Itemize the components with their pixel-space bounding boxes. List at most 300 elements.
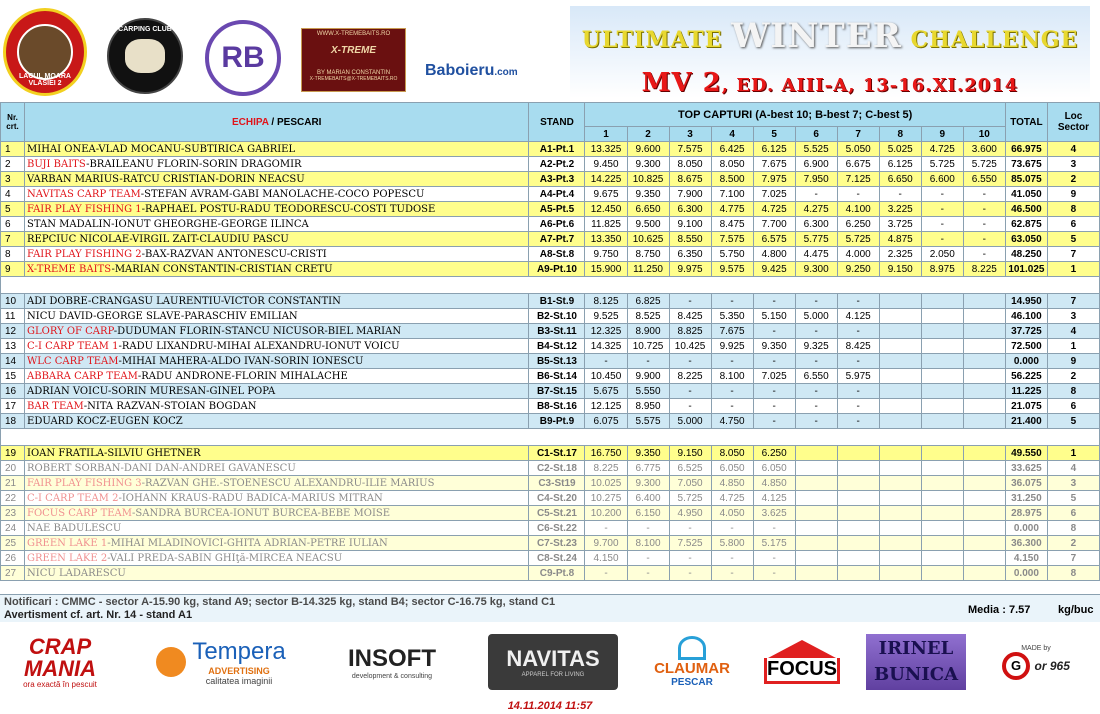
- total-cell: 0.000: [1005, 521, 1047, 536]
- table-row: [1, 309, 1100, 324]
- event-subtitle: [570, 68, 1090, 98]
- row-number: 14: [1, 354, 25, 369]
- claumar-logo: [642, 634, 742, 690]
- catch-cell: -: [711, 566, 753, 581]
- team-members: -STEFAN AVRAM-GABI MANOLACHE-COCO POPESCU: [140, 188, 425, 200]
- team-cell: [25, 232, 529, 247]
- table-row: [1, 536, 1100, 551]
- team-members: NICU DAVID-GEORGE SLAVE-PARASCHIV EMILIAN: [27, 310, 298, 322]
- catch-cell: 4.725: [711, 491, 753, 506]
- catch-cell: 8.100: [627, 536, 669, 551]
- total-cell: 41.050: [1005, 187, 1047, 202]
- team-members: -RAZVAN GHE.-STOENESCU ALEXANDRU-ILIE MARIUS: [141, 477, 435, 489]
- s1-sub: ora exactă în pescuit: [23, 679, 97, 689]
- catch-cell: 8.975: [921, 262, 963, 277]
- table-row: [1, 369, 1100, 384]
- catch-cell: -: [795, 414, 837, 429]
- stand-cell: C9-Pt.8: [529, 566, 585, 581]
- row-number: 15: [1, 369, 25, 384]
- gor-circle-icon: G: [1002, 652, 1030, 680]
- catch-cell: 10.025: [585, 476, 627, 491]
- logo4-by: BY MARIAN CONSTANTIN: [316, 70, 391, 76]
- catch-cell: -: [753, 324, 795, 339]
- s8-name: or 965: [1034, 658, 1070, 673]
- catch-cell: [879, 521, 921, 536]
- table-row: [1, 232, 1100, 247]
- team-brand: BAR TEAM: [27, 400, 84, 412]
- catch-cell: 6.550: [963, 172, 1005, 187]
- separator-cell: [1, 277, 1100, 294]
- row-number: 6: [1, 217, 25, 232]
- catch-cell: -: [669, 566, 711, 581]
- catch-cell: 4.125: [837, 309, 879, 324]
- catch-cell: 9.600: [627, 142, 669, 157]
- table-row: [1, 461, 1100, 476]
- team-cell: [25, 309, 529, 324]
- col-pescari-label: PESCARI: [277, 116, 322, 128]
- s3-name: INSOFT: [348, 644, 436, 672]
- loc-sector-cell: 6: [1047, 217, 1099, 232]
- catch-cell: [795, 461, 837, 476]
- catch-cell: -: [627, 566, 669, 581]
- total-cell: 0.000: [1005, 566, 1047, 581]
- catch-cell: 6.900: [795, 157, 837, 172]
- catch-cell: 7.525: [669, 536, 711, 551]
- stand-cell: B3-St.11: [529, 324, 585, 339]
- table-row: [1, 566, 1100, 581]
- catch-cell: 6.050: [711, 461, 753, 476]
- col-top-capturi: TOP CAPTURI (A-best 10; B-best 7; C-best 5): [585, 103, 1005, 127]
- team-cell: [25, 566, 529, 581]
- team-members: MIHAI ONEA-VLAD MOCANU-SUBTIRICA GABRIEL: [27, 143, 296, 155]
- catch-cell: 9.675: [585, 187, 627, 202]
- total-cell: 73.675: [1005, 157, 1047, 172]
- catch-cell: 6.250: [837, 217, 879, 232]
- total-cell: 21.400: [1005, 414, 1047, 429]
- rb-logo: [205, 20, 281, 96]
- catch-cell: [879, 384, 921, 399]
- team-cell: [25, 506, 529, 521]
- table-row: [1, 294, 1100, 309]
- catch-cell: [921, 551, 963, 566]
- s8-made: MADE by: [1021, 644, 1051, 652]
- catch-cell: [921, 521, 963, 536]
- catch-cell: 12.325: [585, 324, 627, 339]
- team-members: -RADU ANDRONE-FLORIN MIHALACHE: [137, 370, 348, 382]
- row-number: 3: [1, 172, 25, 187]
- catch-cell: -: [837, 399, 879, 414]
- loc-sector-cell: 8: [1047, 521, 1099, 536]
- catch-cell: [921, 446, 963, 461]
- catch-cell: 8.425: [837, 339, 879, 354]
- catch-cell: 9.350: [753, 339, 795, 354]
- catch-cell: [837, 476, 879, 491]
- catch-cell: 5.750: [711, 247, 753, 262]
- catch-cell: [879, 476, 921, 491]
- catch-cell: [879, 461, 921, 476]
- catch-cell: [879, 446, 921, 461]
- col-catch-4: 4: [711, 127, 753, 142]
- catch-cell: 11.250: [627, 262, 669, 277]
- team-brand: GLORY OF CARP: [27, 325, 114, 337]
- catch-cell: 4.275: [795, 202, 837, 217]
- notification-text: Notificari : CMMC - sector A-15.90 kg, stand A9; sector B-14.325 kg, stand B4; sector C-16.75 kg, stand C1: [4, 596, 556, 608]
- catch-cell: 4.800: [753, 247, 795, 262]
- table-row: [1, 354, 1100, 369]
- catch-cell: 5.800: [711, 536, 753, 551]
- timestamp: 14.11.2014 11:57: [507, 700, 593, 712]
- catch-cell: 13.325: [585, 142, 627, 157]
- team-brand: NAVITAS CARP TEAM: [27, 188, 141, 200]
- stand-cell: A5-Pt.5: [529, 202, 585, 217]
- catch-cell: [879, 551, 921, 566]
- catch-cell: -: [921, 232, 963, 247]
- catch-cell: 5.000: [795, 309, 837, 324]
- loc-sector-cell: 7: [1047, 294, 1099, 309]
- loc-sector-cell: 5: [1047, 414, 1099, 429]
- col-echipa-label: ECHIPA: [231, 116, 269, 128]
- sector-separator: [1, 429, 1100, 446]
- catch-cell: [795, 521, 837, 536]
- team-members: -MIHAI MLADINOVICI-GHITA ADRIAN-PETRE IULIAN: [107, 537, 388, 549]
- average-unit: kg/buc: [1058, 604, 1094, 616]
- catch-cell: 5.150: [753, 309, 795, 324]
- row-number: 1: [1, 142, 25, 157]
- warning-text: Avertisment cf. art. Nr. 14 - stand A1: [4, 609, 193, 621]
- col-catch-6: 6: [795, 127, 837, 142]
- stand-cell: B1-St.9: [529, 294, 585, 309]
- loc-sector-cell: 9: [1047, 187, 1099, 202]
- catch-cell: -: [921, 217, 963, 232]
- catch-cell: [921, 399, 963, 414]
- catch-cell: 4.850: [711, 476, 753, 491]
- catch-cell: -: [795, 354, 837, 369]
- catch-cell: 5.725: [669, 491, 711, 506]
- col-catch-9: 9: [921, 127, 963, 142]
- team-cell: [25, 491, 529, 506]
- team-cell: [25, 172, 529, 187]
- col-catch-10: 10: [963, 127, 1005, 142]
- stand-cell: B5-St.13: [529, 354, 585, 369]
- catch-cell: 6.300: [795, 217, 837, 232]
- catch-cell: 6.350: [669, 247, 711, 262]
- catch-cell: 9.925: [711, 339, 753, 354]
- catch-cell: 7.025: [753, 187, 795, 202]
- catch-cell: [921, 309, 963, 324]
- catch-cell: 6.150: [627, 506, 669, 521]
- catch-cell: 10.625: [627, 232, 669, 247]
- catch-cell: -: [669, 384, 711, 399]
- row-number: 22: [1, 491, 25, 506]
- stand-cell: A1-Pt.1: [529, 142, 585, 157]
- catch-cell: 7.100: [711, 187, 753, 202]
- xtreme-baits-logo: [301, 28, 406, 92]
- catch-cell: 4.950: [669, 506, 711, 521]
- team-cell: [25, 262, 529, 277]
- header-row: [1, 103, 1100, 127]
- table-row: [1, 172, 1100, 187]
- total-cell: 33.625: [1005, 461, 1047, 476]
- catch-cell: -: [711, 399, 753, 414]
- catch-cell: -: [627, 551, 669, 566]
- catch-cell: 6.550: [795, 369, 837, 384]
- total-cell: 62.875: [1005, 217, 1047, 232]
- loc-sector-cell: 4: [1047, 142, 1099, 157]
- catch-cell: [963, 491, 1005, 506]
- col-catch-5: 5: [753, 127, 795, 142]
- team-members: -BRAILEANU FLORIN-SORIN DRAGOMIR: [86, 158, 302, 170]
- stand-cell: A8-St.8: [529, 247, 585, 262]
- team-cell: [25, 551, 529, 566]
- catch-cell: [795, 491, 837, 506]
- catch-cell: [963, 506, 1005, 521]
- s5-name: CLAUMAR: [654, 660, 730, 677]
- table-row: [1, 262, 1100, 277]
- catch-cell: 6.400: [627, 491, 669, 506]
- catch-cell: [837, 461, 879, 476]
- catch-cell: 6.525: [669, 461, 711, 476]
- s2-sub: calitatea imaginii: [205, 676, 273, 686]
- event-title: [570, 16, 1090, 56]
- catch-cell: 8.225: [585, 461, 627, 476]
- loc-sector-cell: 2: [1047, 536, 1099, 551]
- catch-cell: 9.350: [627, 446, 669, 461]
- total-cell: 0.000: [1005, 354, 1047, 369]
- catch-cell: 9.575: [711, 262, 753, 277]
- catch-cell: 9.750: [585, 247, 627, 262]
- catch-cell: 9.300: [795, 262, 837, 277]
- navitas-logo: [488, 634, 618, 690]
- catch-cell: 7.575: [711, 232, 753, 247]
- catch-cell: 4.850: [753, 476, 795, 491]
- catch-cell: 10.425: [669, 339, 711, 354]
- col-loc-sector: Loc Sector: [1047, 103, 1099, 142]
- catch-cell: -: [753, 294, 795, 309]
- catch-cell: 8.525: [627, 309, 669, 324]
- catch-cell: [963, 551, 1005, 566]
- stand-cell: C3-St19: [529, 476, 585, 491]
- lacul-moara-vlasiei-logo: [3, 8, 87, 96]
- team-members: -RAPHAEL POSTU-RADU TEODORESCU-COSTI TUDOSE: [141, 203, 436, 215]
- catch-cell: 4.775: [711, 202, 753, 217]
- s2-name: Tempera: [192, 638, 286, 665]
- catch-cell: 6.600: [921, 172, 963, 187]
- catch-cell: 5.975: [837, 369, 879, 384]
- catch-cell: 8.225: [669, 369, 711, 384]
- catch-cell: 4.725: [921, 142, 963, 157]
- table-row: [1, 506, 1100, 521]
- catch-cell: [921, 369, 963, 384]
- team-members: REPCIUC NICOLAE-VIRGIL ZAIT-CLAUDIU PASCU: [27, 233, 289, 245]
- total-cell: 46.100: [1005, 309, 1047, 324]
- catch-cell: 8.550: [669, 232, 711, 247]
- catch-cell: -: [795, 294, 837, 309]
- team-brand: GREEN LAKE 2: [27, 552, 108, 564]
- catch-cell: 3.225: [879, 202, 921, 217]
- catch-cell: 9.525: [585, 309, 627, 324]
- col-catch-7: 7: [837, 127, 879, 142]
- s3-sub: development & consulting: [351, 672, 433, 680]
- catch-cell: 4.150: [585, 551, 627, 566]
- team-cell: [25, 294, 529, 309]
- catch-cell: 5.725: [921, 157, 963, 172]
- catch-cell: 6.650: [879, 172, 921, 187]
- team-cell: [25, 446, 529, 461]
- table-row: [1, 446, 1100, 461]
- catch-cell: 5.725: [963, 157, 1005, 172]
- catch-cell: -: [711, 354, 753, 369]
- catch-cell: 4.750: [711, 414, 753, 429]
- team-brand: BUJI BAITS: [27, 158, 87, 170]
- catch-cell: [963, 339, 1005, 354]
- table-row: [1, 551, 1100, 566]
- results-body: [1, 142, 1100, 581]
- table-row: [1, 142, 1100, 157]
- irinel-bunica-logo: [866, 634, 966, 690]
- catch-cell: 6.825: [627, 294, 669, 309]
- catch-cell: 8.750: [627, 247, 669, 262]
- catch-cell: -: [963, 247, 1005, 262]
- row-number: 18: [1, 414, 25, 429]
- catch-cell: 5.350: [711, 309, 753, 324]
- col-nr: Nr. crt.: [1, 103, 25, 142]
- row-number: 16: [1, 384, 25, 399]
- catch-cell: [921, 566, 963, 581]
- insoft-logo: [320, 634, 464, 690]
- catch-cell: 7.125: [837, 172, 879, 187]
- team-brand: ABBARA CARP TEAM: [27, 370, 138, 382]
- total-cell: 21.075: [1005, 399, 1047, 414]
- catch-cell: [921, 536, 963, 551]
- stand-cell: B9-Pt.9: [529, 414, 585, 429]
- catch-cell: -: [753, 551, 795, 566]
- catch-cell: 6.125: [753, 142, 795, 157]
- stand-cell: B6-St.14: [529, 369, 585, 384]
- catch-cell: 4.125: [753, 491, 795, 506]
- catch-cell: 9.700: [585, 536, 627, 551]
- catch-cell: 6.575: [753, 232, 795, 247]
- s5-sub: PESCAR: [671, 677, 713, 688]
- catch-cell: [879, 566, 921, 581]
- team-cell: [25, 157, 529, 172]
- catch-cell: -: [711, 521, 753, 536]
- loc-sector-cell: 1: [1047, 339, 1099, 354]
- team-members: ROBERT SORBAN-DANI DAN-ANDREI GAVANESCU: [27, 462, 296, 474]
- table-row: [1, 217, 1100, 232]
- catch-cell: 7.675: [753, 157, 795, 172]
- catch-cell: 7.025: [753, 369, 795, 384]
- team-brand: WLC CARP TEAM: [27, 355, 119, 367]
- catch-cell: 10.275: [585, 491, 627, 506]
- total-cell: 101.025: [1005, 262, 1047, 277]
- team-cell: [25, 476, 529, 491]
- catch-cell: 12.450: [585, 202, 627, 217]
- catch-cell: 5.175: [753, 536, 795, 551]
- team-members: NICU LADARESCU: [27, 567, 126, 579]
- stand-cell: A7-Pt.7: [529, 232, 585, 247]
- row-number: 11: [1, 309, 25, 324]
- catch-cell: [795, 446, 837, 461]
- catch-cell: 9.350: [627, 187, 669, 202]
- catch-cell: -: [963, 187, 1005, 202]
- catch-cell: -: [753, 521, 795, 536]
- carping-club-logo: [107, 18, 183, 94]
- total-cell: 56.225: [1005, 369, 1047, 384]
- row-number: 23: [1, 506, 25, 521]
- table-row: [1, 491, 1100, 506]
- team-members: -VALI PREDA-SABIN GHIţă-MIRCEA NEACSU: [107, 552, 343, 564]
- table-row: [1, 324, 1100, 339]
- catch-cell: -: [585, 354, 627, 369]
- catch-cell: -: [795, 324, 837, 339]
- title-word-1: ULTIMATE: [581, 27, 723, 53]
- stand-cell: C1-St.17: [529, 446, 585, 461]
- team-cell: [25, 202, 529, 217]
- team-cell: [25, 339, 529, 354]
- team-brand: GREEN LAKE 1: [27, 537, 108, 549]
- catch-cell: [837, 521, 879, 536]
- catch-cell: 7.700: [753, 217, 795, 232]
- team-members: -NITA RAZVAN-STOIAN BOGDAN: [83, 400, 257, 412]
- catch-cell: -: [585, 566, 627, 581]
- catch-cell: [879, 369, 921, 384]
- team-members: -MIHAI MAHERA-ALDO IVAN-SORIN IONESCU: [118, 355, 364, 367]
- team-brand: C-I CARP TEAM 2: [27, 492, 119, 504]
- loc-sector-cell: 4: [1047, 461, 1099, 476]
- catch-cell: 4.100: [837, 202, 879, 217]
- row-number: 7: [1, 232, 25, 247]
- catch-cell: 4.050: [711, 506, 753, 521]
- catch-cell: -: [837, 414, 879, 429]
- catch-cell: [963, 384, 1005, 399]
- loc-sector-cell: 2: [1047, 369, 1099, 384]
- loc-sector-cell: 7: [1047, 551, 1099, 566]
- team-members: STAN MADALIN-IONUT GHEORGHE-GEORGE ILINCA: [27, 218, 309, 230]
- team-cell: [25, 187, 529, 202]
- team-cell: [25, 536, 529, 551]
- catch-cell: -: [963, 217, 1005, 232]
- row-number: 27: [1, 566, 25, 581]
- catch-cell: [921, 461, 963, 476]
- col-catch-2: 2: [627, 127, 669, 142]
- subtitle-edition: , ED. AIII-A, 13-16.XI.2014: [721, 75, 1019, 96]
- catch-cell: 8.125: [585, 294, 627, 309]
- catch-cell: [837, 506, 879, 521]
- catch-cell: 9.325: [795, 339, 837, 354]
- total-cell: 72.500: [1005, 339, 1047, 354]
- catch-cell: -: [753, 566, 795, 581]
- logo5-name: Baboieru: [425, 62, 495, 79]
- team-cell: [25, 384, 529, 399]
- total-cell: 49.550: [1005, 446, 1047, 461]
- catch-cell: 16.750: [585, 446, 627, 461]
- table-row: [1, 384, 1100, 399]
- catch-cell: 8.500: [711, 172, 753, 187]
- total-cell: 46.500: [1005, 202, 1047, 217]
- catch-cell: [921, 324, 963, 339]
- team-members: -DUDUMAN FLORIN-STANCU NICUSOR-BIEL MARIAN: [113, 325, 402, 337]
- loc-sector-cell: 5: [1047, 491, 1099, 506]
- team-members: EDUARD KOCZ-EUGEN KOCZ: [27, 415, 183, 427]
- loc-sector-cell: 4: [1047, 324, 1099, 339]
- row-number: 9: [1, 262, 25, 277]
- loc-sector-cell: 1: [1047, 446, 1099, 461]
- catch-cell: 13.350: [585, 232, 627, 247]
- row-number: 8: [1, 247, 25, 262]
- catch-cell: [963, 461, 1005, 476]
- catch-cell: 5.775: [795, 232, 837, 247]
- catch-cell: 5.575: [627, 414, 669, 429]
